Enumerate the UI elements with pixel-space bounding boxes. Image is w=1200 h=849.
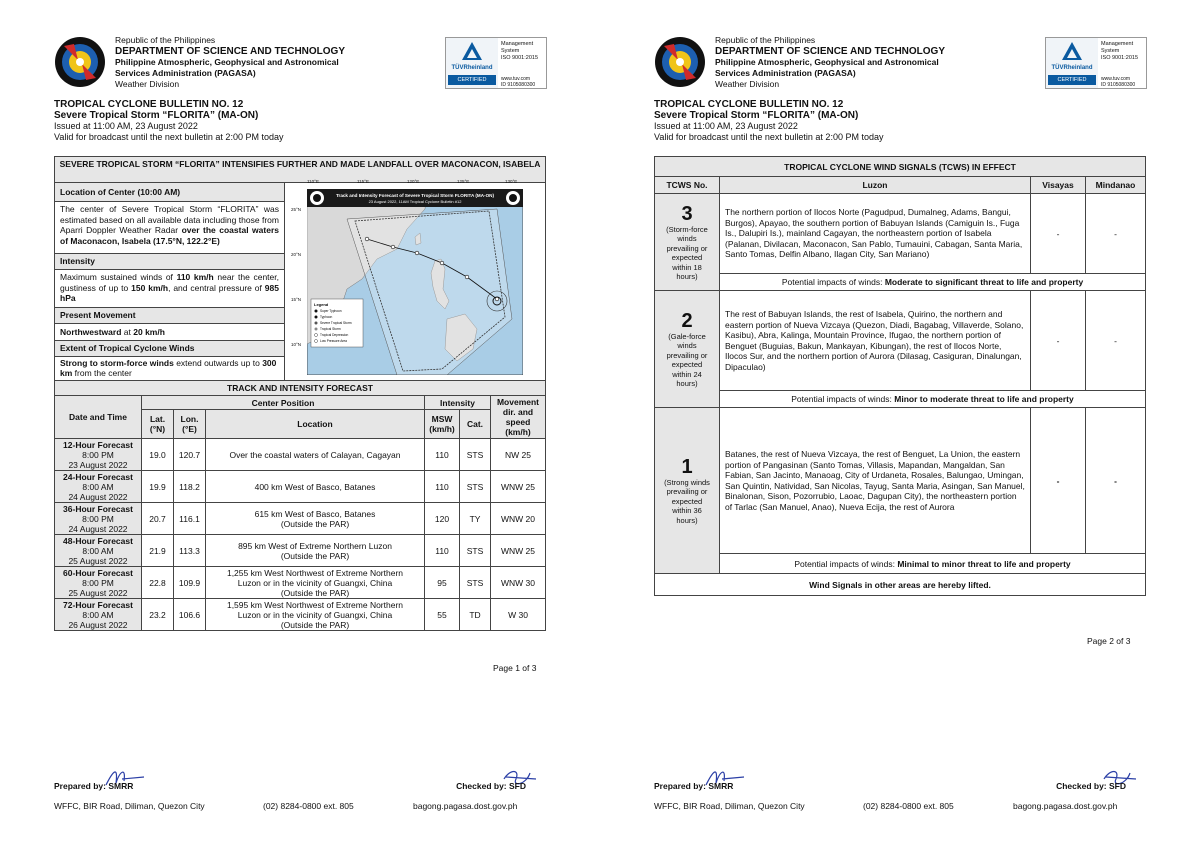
- row-movement: WNW 20: [491, 503, 546, 535]
- map-subtitle: 23 August 2022, 11AM Tropical Cyclone Bulletin #12: [368, 199, 462, 204]
- signal-row: [655, 408, 1146, 554]
- location-label: Location of Center (10:00 AM): [55, 183, 284, 202]
- row-cat: TY: [460, 503, 491, 535]
- division-line: Weather Division: [715, 79, 780, 89]
- signal-desc: hours): [676, 515, 698, 525]
- row-lat: 21.9: [142, 535, 174, 567]
- pagasa-logo-icon: [654, 36, 706, 88]
- legend-title: Legend: [314, 302, 329, 307]
- col-center: Center Position: [142, 396, 425, 410]
- storm-name: Severe Tropical Storm “FLORITA” (MA-ON): [54, 110, 259, 121]
- tuv-brand: TÜVRheinland: [1051, 65, 1093, 71]
- loc-line: 615 km West of Basco, Batanes: [254, 508, 376, 519]
- signal-number-cell: [655, 194, 720, 291]
- republic-line: Republic of the Philippines: [715, 35, 816, 45]
- col-date: Date and Time: [55, 396, 142, 439]
- signal-desc: prevailing or: [666, 350, 708, 360]
- signal-desc: prevailing or: [666, 243, 708, 253]
- lat-label: 20°N: [291, 252, 302, 257]
- map-legend: [311, 299, 363, 347]
- track-forecast-map: [307, 189, 523, 375]
- cert-system-1: Management: [1101, 41, 1134, 47]
- row-msw: 110: [425, 471, 460, 503]
- row-cat: STS: [460, 535, 491, 567]
- signal-luzon-areas: Batanes, the rest of Nueva Vizcaya, the rest of Benguet, La Union, the eastern portion of Pangasinan (Santo Tomas, Villasis, Mapandan, Mangaldan, San Fabian, San Jacinto, Manaoag, City of Urdaneta, Rosales, Balungao, Umingan, San Quintin, Natividad, San Nicolas, Tayug, Santa Maria, Asingan, San Manuel, Binalonan, Sison, Pozorrubio, Laoac, Dagupan City), the northeastern portion of Tarlac (San Manuel, Anao), Nueva Ecija, the rest of Aurora: [720, 408, 1031, 554]
- signal-number: 2: [681, 309, 693, 332]
- cert-system-2: System: [1101, 48, 1120, 54]
- signal-desc: within 36: [672, 506, 702, 516]
- agency-line-1: Philippine Atmospheric, Geophysical and Astronomical: [115, 57, 339, 67]
- row-movement: W 30: [491, 599, 546, 631]
- row-cat: STS: [460, 567, 491, 599]
- row-time: 8:00 AM: [82, 481, 114, 492]
- footer-phone: (02) 8284-0800 ext. 805: [263, 801, 354, 811]
- intensity-pre: Maximum sustained winds of: [60, 272, 173, 282]
- lat-label: 15°N: [291, 297, 302, 302]
- row-fc: 12-Hour Forecast: [63, 439, 133, 450]
- cert-standard: ISO 9001:2015: [501, 55, 539, 61]
- page-number: Page 2 of 3: [1087, 636, 1131, 646]
- movement-at: at: [123, 327, 131, 337]
- valid-time: Valid for broadcast until the next bulletin at 2:00 PM today: [54, 132, 284, 142]
- movement-dir: Northwestward: [60, 327, 122, 337]
- agency-header: [715, 35, 945, 90]
- legend-item: Tropical Depression: [320, 333, 349, 338]
- row-date: 26 August 2022: [68, 619, 128, 630]
- signal-desc: expected: [671, 360, 703, 369]
- impact-text: Minor to moderate threat to life and property: [894, 394, 1074, 404]
- footer-address: WFFC, BIR Road, Diliman, Quezon City: [54, 801, 205, 811]
- table-row: [55, 599, 546, 631]
- forecast-title: TRACK AND INTENSITY FORECAST: [55, 381, 546, 396]
- row-lon: 109.9: [174, 567, 206, 599]
- intensity-wind: 110 km/h: [176, 272, 214, 282]
- row-movement: WNW 30: [491, 567, 546, 599]
- loc-line: (Outside the PAR): [280, 587, 350, 598]
- agency-line-2: Services Administration (PAGASA): [715, 68, 856, 78]
- row-lon: 120.7: [174, 439, 206, 471]
- signal-mindanao: -: [1085, 408, 1145, 554]
- row-lat: 19.0: [142, 439, 174, 471]
- track-forecast-table: [54, 380, 546, 631]
- lon-label: 125°E: [457, 179, 470, 184]
- row-location: [206, 599, 425, 631]
- tuv-brand: TÜVRheinland: [451, 65, 493, 71]
- row-fc: 72-Hour Forecast: [63, 599, 133, 610]
- cert-id: ID 9105080300: [501, 82, 536, 88]
- signal-number: 1: [681, 455, 693, 478]
- col-intensity: Intensity: [425, 396, 491, 410]
- signal-desc: hours): [676, 379, 698, 388]
- impact-label: Potential impacts of winds:: [794, 558, 895, 569]
- map-title: Track and Intensity Forecast of Severe Tropical Storm FLORITA (MA-ON): [335, 193, 495, 198]
- signals-title: TROPICAL CYCLONE WIND SIGNALS (TCWS) IN EFFECT: [655, 157, 1146, 177]
- impact-text: Minimal to minor threat to life and property: [897, 558, 1071, 569]
- signal-row: [655, 194, 1146, 274]
- lon-label: 130°E: [505, 179, 518, 184]
- row-location: [206, 567, 425, 599]
- row-time: 8:00 PM: [82, 513, 114, 524]
- row-date: 23 August 2022: [68, 459, 128, 470]
- loc-line: (Outside the PAR): [280, 550, 350, 561]
- issued-time: Issued at 11:00 AM, 23 August 2022: [654, 121, 798, 131]
- prepared-by: Prepared by: SMRR: [54, 781, 134, 791]
- row-msw: 110: [425, 535, 460, 567]
- row-lon: 106.6: [174, 599, 206, 631]
- cert-url: www.tuv.com: [1101, 76, 1131, 82]
- lat-label: 10°N: [291, 342, 302, 347]
- signal-luzon-areas: The northern portion of Ilocos Norte (Pagudpud, Dumalneg, Adams, Bangui, Burgos), Apayao, the southern portion of Babuyan Islands (Camiguin Is., Fuga Is., Dalupiri Is.), mainland Cagayan, the northeastern portion of Isabela (Palanan, Divilacan, Maconacon, San Pablo, Tumauini, Cabagan, Santa Maria, Santo Tomas, Delfin Albano, Ilagan City, San Mariano): [720, 194, 1031, 274]
- cert-id: ID 9105080300: [1101, 82, 1136, 88]
- row-fc: 24-Hour Forecast: [63, 471, 133, 482]
- loc-line: (Outside the PAR): [280, 619, 350, 630]
- signal-row: [655, 291, 1146, 391]
- storm-summary-box: [54, 156, 546, 381]
- signal-desc: within 18: [672, 262, 702, 272]
- signal-visayas: -: [1030, 194, 1085, 274]
- row-location: [206, 503, 425, 535]
- footer-phone: (02) 8284-0800 ext. 805: [863, 801, 954, 811]
- col-cat: Cat.: [460, 410, 491, 439]
- iso-certification-badge: [1045, 37, 1147, 89]
- intensity-mid2: , and central pressure of: [168, 282, 262, 293]
- tuv-certified: CERTIFIED: [448, 75, 496, 85]
- signal-desc: prevailing or: [666, 487, 708, 497]
- loc-line: 1,595 km West Northwest of Extreme Northern: [226, 599, 404, 610]
- col-lon: Lon. (°E): [174, 410, 206, 439]
- signal-desc: winds: [677, 341, 697, 350]
- signal-desc: (Strong winds: [664, 477, 710, 487]
- footer-website[interactable]: bagong.pagasa.dost.gov.ph: [413, 801, 518, 811]
- row-date: 25 August 2022: [68, 555, 128, 566]
- signal-number: 3: [681, 202, 693, 225]
- row-location: [206, 535, 425, 567]
- extent-body: extend outwards up to: [176, 358, 260, 368]
- row-time: 8:00 AM: [82, 609, 114, 620]
- location-body: The center of Severe Tropical Storm “FLORITA” was estimated based on all available data including those from Aparri Doppler Weather Radar: [60, 204, 279, 235]
- loc-line: Luzon or in the vicinity of Guangxi, China: [237, 577, 393, 588]
- row-lat: 19.9: [142, 471, 174, 503]
- row-fc: 36-Hour Forecast: [63, 503, 133, 514]
- table-row: [55, 567, 546, 599]
- bulletin-number: TROPICAL CYCLONE BULLETIN NO. 12: [654, 99, 844, 110]
- signal-number-cell: [655, 291, 720, 408]
- signals-lifted: Wind Signals in other areas are hereby lifted.: [655, 574, 1146, 596]
- signal-visayas: -: [1030, 291, 1085, 391]
- row-movement: NW 25: [491, 439, 546, 471]
- cert-system-1: Management: [501, 41, 534, 47]
- department-name: DEPARTMENT OF SCIENCE AND TECHNOLOGY: [715, 46, 946, 57]
- signal-impact: [720, 274, 1146, 291]
- storm-name: Severe Tropical Storm “FLORITA” (MA-ON): [654, 110, 859, 121]
- col-luzon: Luzon: [720, 177, 1031, 194]
- loc-line: 895 km West of Extreme Northern Luzon: [238, 540, 392, 551]
- tuv-certified: CERTIFIED: [1048, 75, 1096, 85]
- bulletin-title-block: [654, 99, 883, 143]
- row-fc: 48-Hour Forecast: [63, 535, 133, 546]
- legend-item: Tropical Storm: [320, 327, 341, 332]
- signal-desc: within 24: [672, 369, 702, 379]
- division-line: Weather Division: [115, 79, 180, 89]
- impact-text: Moderate to significant threat to life and property: [884, 277, 1084, 287]
- signal-desc: expected: [671, 496, 703, 506]
- logo-right-icon: [506, 191, 520, 205]
- signal-mindanao: -: [1085, 291, 1145, 391]
- table-row: [55, 439, 546, 471]
- row-movement: WNW 25: [491, 535, 546, 567]
- intensity-label: Intensity: [55, 254, 284, 270]
- extent-dist: 300 km: [60, 358, 277, 378]
- cert-system-2: System: [501, 48, 520, 54]
- map-lat-labels: [291, 207, 306, 377]
- intensity-text: [55, 270, 284, 308]
- department-name: DEPARTMENT OF SCIENCE AND TECHNOLOGY: [115, 46, 346, 57]
- row-msw: 120: [425, 503, 460, 535]
- signal-luzon-areas: The rest of Babuyan Islands, the rest of Isabela, Quirino, the northern and eastern portion of Nueva Vizcaya (Quezon, Diadi, Bagabag, Villaverde, Solano, Kasibu), Abra, Kalinga, Mountain Province, Ifugao, the northern portion of Benguet (Buguias, Bakun, Mankayan, Kibungan), the rest of Ilocos Norte, Ilocos Sur, and the northern portion of Aurora (Dilasag, Casiguran, Dinalungan, Dipaculao): [720, 291, 1031, 391]
- col-msw: MSW (km/h): [425, 410, 460, 439]
- intensity-pressure: 985 hPa: [60, 282, 279, 303]
- row-msw: 55: [425, 599, 460, 631]
- issued-time: Issued at 11:00 AM, 23 August 2022: [54, 121, 198, 131]
- republic-line: Republic of the Philippines: [115, 35, 216, 45]
- signal-desc: expected: [671, 253, 703, 262]
- row-lon: 113.3: [174, 535, 206, 567]
- row-movement: WNW 25: [491, 471, 546, 503]
- signal-desc: (Storm-force: [666, 224, 708, 234]
- movement-speed: 20 km/h: [133, 327, 165, 337]
- legend-item: Severe Tropical Storm: [320, 321, 352, 326]
- table-row: [55, 503, 546, 535]
- intensity-gust: 150 km/h: [131, 282, 169, 293]
- signal-desc: winds: [677, 234, 697, 243]
- row-time: 8:00 PM: [82, 449, 114, 460]
- bulletin-page-2: [600, 0, 1200, 849]
- row-lat: 23.2: [142, 599, 174, 631]
- row-msw: 95: [425, 567, 460, 599]
- map-lon-labels-top: [307, 179, 523, 189]
- footer-address: WFFC, BIR Road, Diliman, Quezon City: [654, 801, 805, 811]
- row-cat: STS: [460, 439, 491, 471]
- agency-line-1: Philippine Atmospheric, Geophysical and Astronomical: [715, 57, 939, 67]
- prepared-by: Prepared by: SMRR: [654, 781, 734, 791]
- legend-item: Super Typhoon: [320, 309, 342, 314]
- pagasa-logo-icon: [54, 36, 106, 88]
- loc-line: 1,255 km West Northwest of Extreme Northern: [226, 567, 404, 578]
- signal-desc: hours): [676, 272, 698, 281]
- row-lon: 118.2: [174, 471, 206, 503]
- row-cat: TD: [460, 599, 491, 631]
- row-date: 25 August 2022: [68, 587, 128, 598]
- cert-standard: ISO 9001:2015: [1101, 55, 1139, 61]
- cert-url: www.tuv.com: [501, 76, 531, 82]
- intensity-mid: near the center, gustiness of up to: [60, 272, 279, 293]
- loc-line: Luzon or in the vicinity of Guangxi, China: [237, 609, 393, 620]
- valid-time: Valid for broadcast until the next bulletin at 2:00 PM today: [654, 132, 884, 142]
- lon-label: 115°E: [357, 179, 369, 184]
- col-tcws: TCWS No.: [655, 177, 720, 194]
- row-location: Over the coastal waters of Calayan, Cagayan: [206, 439, 425, 471]
- checked-by: Checked by: SFD: [456, 781, 526, 791]
- signal-desc: (Gale-force: [668, 331, 706, 341]
- col-lat: Lat. (°N): [142, 410, 174, 439]
- signal-impact: [720, 554, 1146, 574]
- row-lat: 22.8: [142, 567, 174, 599]
- row-lat: 20.7: [142, 503, 174, 535]
- bulletin-title-block: [54, 99, 283, 143]
- bulletin-number: TROPICAL CYCLONE BULLETIN NO. 12: [54, 99, 244, 110]
- lon-label: 120°E: [407, 179, 420, 184]
- row-date: 24 August 2022: [68, 523, 128, 534]
- col-location: Location: [206, 410, 425, 439]
- extent-label: Extent of Tropical Cyclone Winds: [55, 341, 284, 357]
- col-mindanao: Mindanao: [1085, 177, 1145, 194]
- agency-line-2: Services Administration (PAGASA): [115, 68, 256, 78]
- legend-item: Typhoon: [320, 315, 333, 320]
- row-cat: STS: [460, 471, 491, 503]
- lon-label: 110°E: [307, 179, 319, 184]
- loc-line: (Outside the PAR): [280, 518, 350, 529]
- col-movement: Movement dir. and speed (km/h): [491, 396, 546, 439]
- row-date: 24 August 2022: [68, 491, 128, 502]
- agency-header: [115, 35, 345, 90]
- iso-certification-badge: [445, 37, 547, 89]
- page-number: Page 1 of 3: [493, 663, 537, 673]
- footer-website[interactable]: bagong.pagasa.dost.gov.ph: [1013, 801, 1118, 811]
- extent-tail: from the center: [74, 368, 132, 378]
- impact-label: Potential impacts of winds:: [791, 394, 892, 404]
- row-fc: 60-Hour Forecast: [63, 567, 133, 578]
- table-row: [55, 535, 546, 567]
- lat-label: 25°N: [291, 207, 302, 212]
- legend-item: Low Pressure Area: [320, 339, 347, 344]
- signal-impact: [720, 391, 1146, 408]
- movement-label: Present Movement: [55, 308, 284, 324]
- row-lon: 116.1: [174, 503, 206, 535]
- table-row: [55, 471, 546, 503]
- checked-by: Checked by: SFD: [1056, 781, 1126, 791]
- extent-bold: Strong to storm-force winds: [60, 358, 174, 368]
- location-bold: over the coastal waters of Maconacon, Isabela (17.5°N, 122.2°E): [60, 225, 279, 246]
- row-time: 8:00 AM: [82, 545, 114, 556]
- wind-signals-table: [654, 156, 1146, 596]
- signal-mindanao: -: [1085, 194, 1145, 274]
- location-text: [55, 202, 284, 254]
- signal-number-cell: [655, 408, 720, 574]
- row-msw: 110: [425, 439, 460, 471]
- extent-text: [55, 357, 284, 380]
- signal-visayas: -: [1030, 408, 1085, 554]
- row-location: 400 km West of Basco, Batanes: [206, 471, 425, 503]
- impact-label: Potential impacts of winds:: [781, 277, 883, 287]
- row-time: 8:00 PM: [82, 577, 114, 588]
- col-visayas: Visayas: [1030, 177, 1085, 194]
- headline: SEVERE TROPICAL STORM “FLORITA” INTENSIFIES FURTHER AND MADE LANDFALL OVER MACONACON, ISABELA: [55, 157, 545, 183]
- logo-left-icon: [310, 191, 324, 205]
- movement-text: [55, 324, 284, 341]
